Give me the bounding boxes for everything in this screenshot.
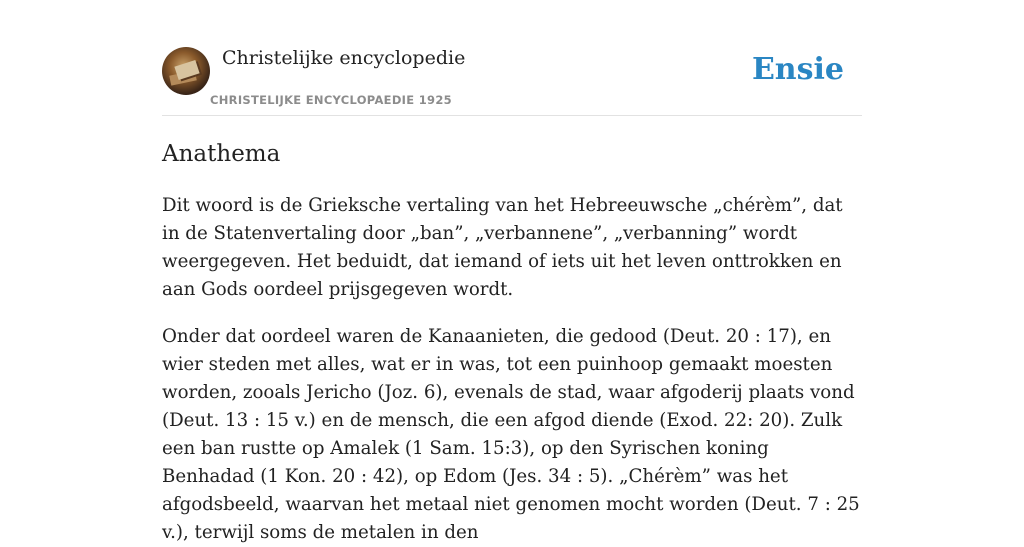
- article-paragraph: Onder dat oordeel waren de Kanaanieten, die gedood (Deut. 20 : 17), en wier steden met alles, wat er in was, tot een puinhoop gemaakt moesten worden, zooals Jericho (Joz. 6), evenals de stad, waar afgoderij plaats vond (Deut. 13 : 15 v.) en de mensch, die een afgod diende (Exod. 22: 20). Zulk een ban rustte op Amalek (1 Sam. 15:3), op den Syrischen koning Benhadad (1 Kon. 20 : 42), op Edom (Jes. 34 : 5). „Chérèm” was het afgodsbeeld, waarvan het metaal niet genomen mocht worden (Deut. 7 : 25 v.), terwijl soms de metalen in den: [162, 326, 860, 543]
- article-title: Anathema: [162, 141, 281, 167]
- ensie-logo-link[interactable]: Ensie: [751, 52, 844, 87]
- site-header: [162, 46, 862, 116]
- site-subtitle: CHRISTELIJKE ENCYCLOPAEDIE 1925: [210, 93, 452, 107]
- article: [162, 136, 862, 547]
- encyclopedia-avatar[interactable]: [162, 47, 210, 95]
- article-paragraph: Dit woord is de Grieksche vertaling van het Hebreeuwsche „chérèm”, dat in de Statenvertaling door „ban”, „verbannene”, „verbanning” wordt weergegeven. Het beduidt, dat iemand of iets uit het leven onttrokken en aan Gods oordeel prijsgegeven wordt.: [162, 195, 843, 300]
- site-title[interactable]: Christelijke encyclopedie: [222, 47, 466, 69]
